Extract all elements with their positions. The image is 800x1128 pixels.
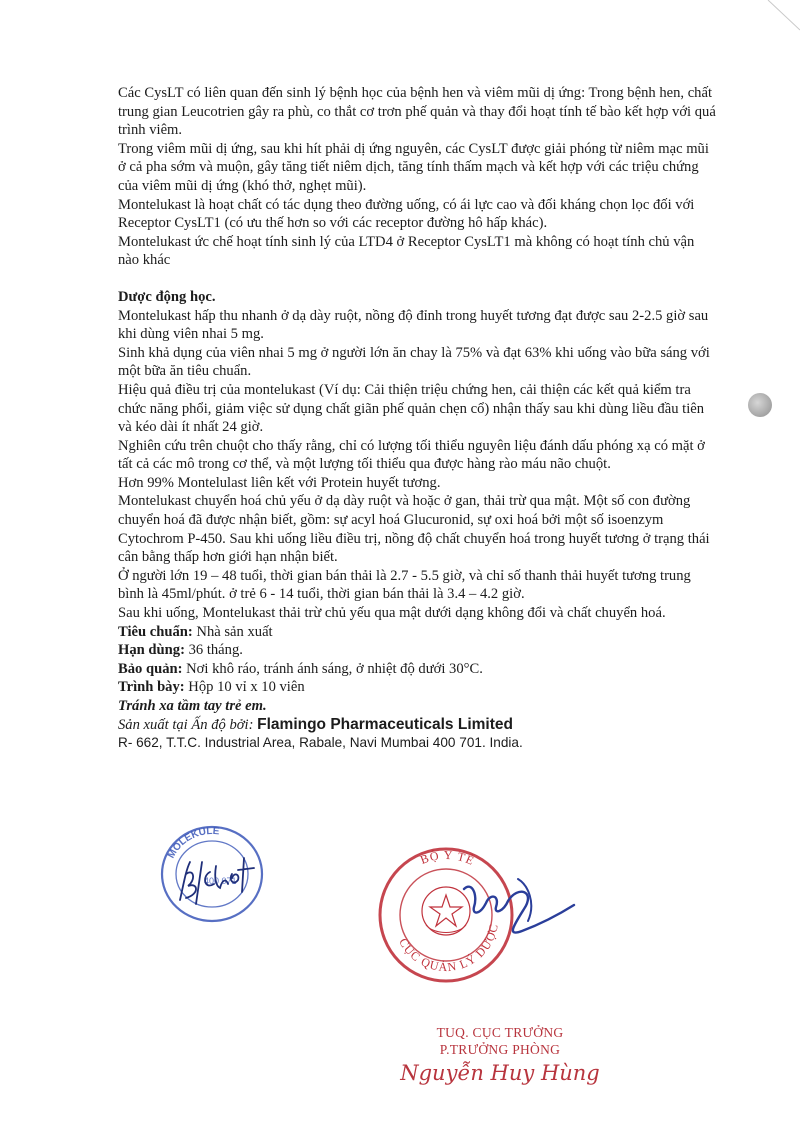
- section-heading-pharmacokinetics: Dược động học.: [118, 288, 216, 305]
- spec-label: Bảo quản: [118, 660, 178, 677]
- spec-packaging: Trình bày: Hộp 10 vỉ x 10 viên: [118, 679, 305, 696]
- page-corner-fold: [764, 0, 800, 40]
- spec-value: Hộp 10 vỉ x 10 viên: [188, 679, 305, 696]
- manufacturer-prefix: Sản xuất tại Ấn độ bởi:: [118, 716, 254, 733]
- paragraph: Các CysLT có liên quan đến sinh lý bệnh học của bệnh hen và viêm mũi dị ứng: Trong bệnh hen, chất trung gian Leucotrien gây ra phù, co thắt cơ trơn phế quản và thay đổi hoạt tính tế bào kết hợp với quá trình viêm.: [118, 85, 716, 139]
- spec-standard: Tiêu chuẩn: Nhà sản xuất: [118, 623, 273, 640]
- spec-label: Tiêu chuẩn: [118, 623, 188, 640]
- approval-title-line1: TUQ. CỤC TRƯỞNG: [436, 1025, 564, 1040]
- paragraph: Trong viêm mũi dị ứng, sau khi hít phải dị ứng nguyên, các CysLT được giải phóng từ niêm mạc mũi ở cả pha sớm và muộn, gây tăng tiết niêm dịch, tăng tính thấm mạch và kết hợp với các triệu chứng của viêm mũi dị ứng (khó thở, nghẹt mũi).: [118, 140, 709, 194]
- spec-value: Nhà sản xuất: [196, 623, 273, 640]
- svg-text:MOLEKULE: MOLEKULE: [165, 825, 220, 861]
- paragraph: Hơn 99% Montelulast liên kết với Protein huyết tương.: [118, 474, 441, 491]
- manufacturer-line: [118, 716, 718, 735]
- paragraph: Montelukast là hoạt chất có tác dụng theo đường uống, có ái lực cao và đối kháng chọn lọc đối với Receptor CysLT1 (có ưu thế hơn so với các receptor đường hô hấp khác).: [118, 196, 695, 232]
- svg-text:CỤC QUẢN LÝ DƯỢC: CỤC QUẢN LÝ DƯỢC: [396, 922, 501, 975]
- punch-hole-mark: [748, 393, 772, 417]
- paragraph: Sinh khả dụng của viên nhai 5 mg ở người lớn ăn chay là 75% và đạt 63% khi uống vào bữa sáng với một bữa ăn tiêu chuẩn.: [118, 344, 710, 380]
- approval-title-line2: P.TRƯỞNG PHÒNG: [439, 1042, 561, 1057]
- paragraph: Montelukast hấp thu nhanh ở dạ dày ruột, nồng độ đỉnh trong huyết tương đạt được sau 2-2.5 giờ sau khi dùng viên nhai 5 mg.: [118, 307, 709, 343]
- paragraph: Sau khi uống, Montelukast thải trừ chủ yếu qua mật dưới dạng không đổi và chất chuyển hoá.: [118, 605, 666, 622]
- paragraph: Hiệu quả điều trị của montelukast (Ví dụ: Cải thiện triệu chứng hen, cải thiện các kết quả kiểm tra chức năng phổi, giảm việc sử dụng chất giãn phế quản chẹn cổ) nhận thấy sau khi dùng liều đầu tiên và kéo dài ít nhất 24 giờ.: [118, 381, 705, 436]
- approval-block: [400, 1024, 600, 1088]
- authority-stamp: [368, 845, 588, 995]
- spec-label: Trình bày: [118, 679, 180, 696]
- document-body: [118, 84, 718, 753]
- svg-text:400 071: 400 071: [204, 876, 237, 886]
- paragraph: Ở người lớn 19 – 48 tuổi, thời gian bán thải là 2.7 - 5.5 giờ, và chỉ số thanh thải huyết tương trung bình là 45ml/phút. ở trẻ 6 - 14 tuổi, thời gian bán thải là 3.4 – 4.2 giờ.: [118, 567, 691, 603]
- spec-value: Nơi khô ráo, tránh ánh sáng, ở nhiệt độ dưới 30°C.: [186, 660, 483, 677]
- company-stamp: [150, 822, 280, 927]
- spec-value: 36 tháng.: [188, 642, 243, 659]
- spec-storage: Bảo quản: Nơi khô ráo, tránh ánh sáng, ở nhiệt độ dưới 30°C.: [118, 660, 483, 677]
- spec-label: Hạn dùng: [118, 642, 181, 659]
- child-warning: Tránh xa tầm tay trẻ em.: [118, 698, 267, 714]
- svg-text:BỘ Y TẾ: BỘ Y TẾ: [418, 847, 477, 869]
- spacer: [118, 270, 718, 288]
- manufacturer-address: R- 662, T.T.C. Industrial Area, Rabale, Navi Mumbai 400 701. India.: [118, 735, 523, 751]
- paragraph: Montelukast chuyển hoá chủ yếu ở dạ dày ruột và hoặc ở gan, thải trừ qua mật. Một số con đường chuyển hoá đã được nhận biết, gồm: sự acyl hoá Glucuronid, sự oxi hoá bởi một số isoenzym Cytochrom P-450. Sau khi uống liều điều trị, nồng độ chất chuyển hoá trong huyết tương ở trạng thái cân bằng thấp hơn giới hạn nhận biết.: [118, 493, 710, 566]
- paragraph: Montelukast ức chế hoạt tính sinh lý của LTD4 ở Receptor CysLT1 mà không có hoạt tính chủ vận nào khác: [118, 233, 695, 269]
- manufacturer-name: Flamingo Pharmaceuticals Limited: [257, 715, 513, 733]
- spec-shelf-life: Hạn dùng: 36 tháng.: [118, 642, 243, 659]
- paragraph: Nghiên cứu trên chuột cho thấy rằng, chỉ có lượng tối thiểu nguyên liệu đánh dấu phóng xạ có mặt ở tất cả các mô trong cơ thể, và một lượng tối thiểu qua được hàng rào máu não chuột.: [118, 437, 705, 473]
- approval-signer-name: Nguyễn Huy Hùng: [400, 1061, 600, 1085]
